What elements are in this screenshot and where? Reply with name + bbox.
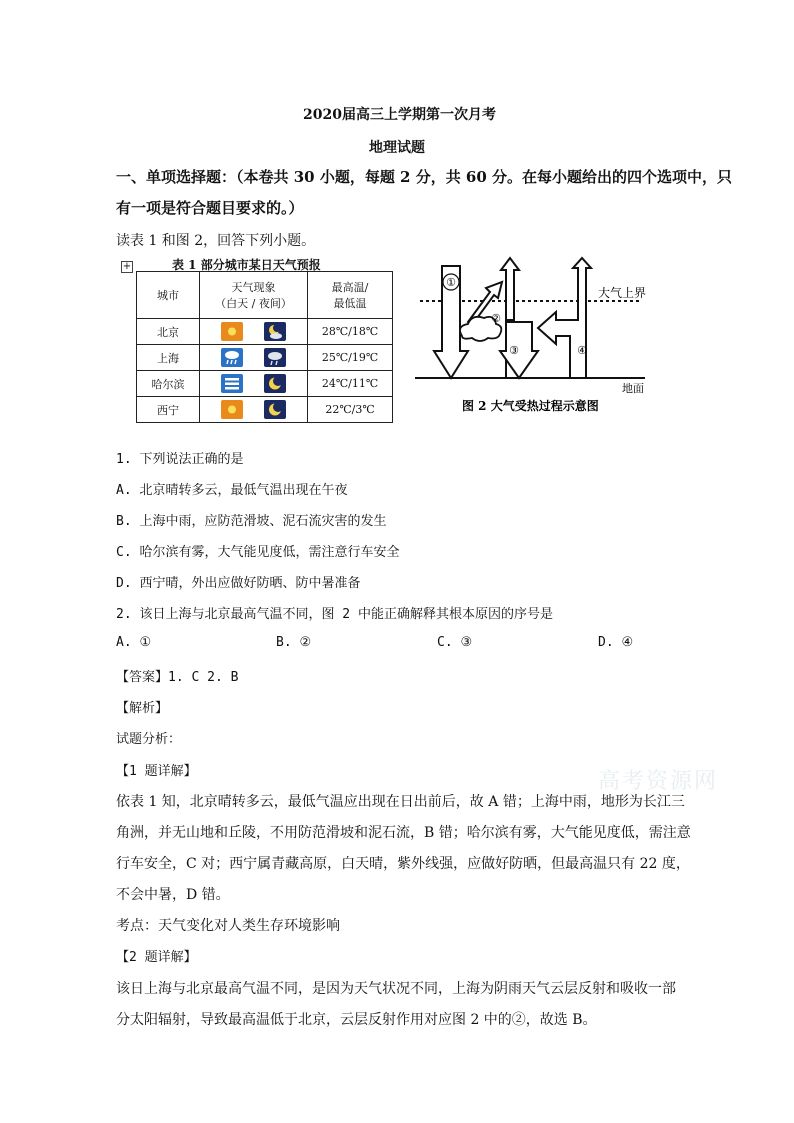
weather-cell <box>200 397 308 423</box>
figure-caption: 图 2 大气受热过程示意图 <box>462 399 599 413</box>
city-cell: 西宁 <box>137 397 200 423</box>
exam-title: 2020届高三上学期第一次月考 <box>303 107 496 123</box>
q1-option-b[interactable]: B. 上海中雨，应防范滑坡、泥石流灾害的发生 <box>116 514 387 529</box>
header-city: 城市 <box>137 272 200 319</box>
detail2-line: 该日上海与北京最高气温不同，是因为天气状况不同，上海为阴雨天气云层反射和吸收一部 <box>116 981 676 997</box>
detail1-line: 行车安全，C 对；西宁属青藏高原，白天晴，紫外线强，应做好防晒，但最高温只有 22 度， <box>116 856 690 872</box>
temp-cell: 24℃/11℃ <box>308 371 393 397</box>
detail1-line: 依表 1 知，北京晴转多云，最低气温应出现在日出前后，故 A 错；上海中雨，地形为长江三 <box>116 794 685 810</box>
temp-cell: 25℃/19℃ <box>308 345 393 371</box>
sun-icon <box>221 322 243 341</box>
weather-table <box>136 271 393 423</box>
table-row <box>137 345 393 371</box>
header-weather: 天气现象 （白天 / 夜间） <box>200 272 308 319</box>
detail1-line: 不会中暑，D 错。 <box>116 887 230 903</box>
detail2-line: 分太阳辐射，导致最高温低于北京，云层反射作用对应图 2 中的②，故选 B。 <box>116 1012 597 1028</box>
detail1-line: 角洲，并无山地和丘陵，不用防范滑坡和泥石流，B 错；哈尔滨有雾，大气能见度低，需注意 <box>116 825 691 841</box>
table-caption: 表 1 部分城市某日天气预报 <box>172 258 321 272</box>
analysis-heading: 【解析】 <box>116 701 169 716</box>
subject-title: 地理试题 <box>369 140 425 156</box>
q1-option-d[interactable]: D. 西宁晴，外出应做好防晒、防中暑准备 <box>116 576 361 591</box>
cloudy-moon-icon <box>264 322 286 341</box>
table-row <box>137 397 393 423</box>
section-heading-line1: 一、单项选择题：（本卷共 30 小题，每题 2 分，共 60 分。在每小题给出的四个选项中，只 <box>116 168 733 186</box>
temp-cell: 22℃/3℃ <box>308 397 393 423</box>
q2-option-b[interactable]: B. ② <box>276 635 312 650</box>
detail1-heading: 【1 题详解】 <box>116 764 197 779</box>
kaodian-line: 考点：天气变化对人类生存环境影响 <box>116 918 340 934</box>
marker-4: ④ <box>577 344 587 357</box>
weather-cell <box>200 319 308 345</box>
table-row <box>137 319 393 345</box>
atmosphere-top-label: 大气上界 <box>598 286 647 300</box>
q1-option-c[interactable]: C. 哈尔滨有雾，大气能见度低，需注意行车安全 <box>116 545 400 560</box>
arrow-4 <box>538 258 591 378</box>
q2-option-c[interactable]: C. ③ <box>437 635 473 650</box>
q1-option-a[interactable]: A. 北京晴转多云，最低气温出现在午夜 <box>116 483 348 498</box>
marker-1: ① <box>446 276 456 289</box>
city-cell: 上海 <box>137 345 200 371</box>
header-temp: 最高温/ 最低温 <box>308 272 393 319</box>
table-row <box>137 371 393 397</box>
fog-icon <box>221 374 243 393</box>
weather-cell <box>200 371 308 397</box>
intro-text: 读表 1 和图 2，回答下列小题。 <box>116 233 316 249</box>
weather-cell <box>200 345 308 371</box>
moon-icon <box>264 400 286 419</box>
q2-option-d[interactable]: D. ④ <box>598 635 634 650</box>
ground-label: 地面 <box>622 382 644 395</box>
atmosphere-heating-diagram <box>410 256 670 436</box>
marker-3: ③ <box>509 344 519 357</box>
cloudy-rain-night-icon <box>264 348 286 367</box>
q2-stem: 2. 该日上海与北京最高气温不同，图 2 中能正确解释其根本原因的序号是 <box>116 607 553 622</box>
moon-icon <box>264 374 286 393</box>
answer-line: 【答案】1. C 2. B <box>116 670 239 685</box>
sun-icon <box>221 400 243 419</box>
city-cell: 北京 <box>137 319 200 345</box>
rain-icon <box>221 348 243 367</box>
city-cell: 哈尔滨 <box>137 371 200 397</box>
analysis-intro: 试题分析： <box>116 732 182 747</box>
watermark: 高考资源网 <box>598 769 719 794</box>
section-heading-line2: 有一项是符合题目要求的。） <box>116 199 304 217</box>
temp-cell: 28℃/18℃ <box>308 319 393 345</box>
q2-option-a[interactable]: A. ① <box>116 635 152 650</box>
table-anchor-icon: + <box>122 261 132 272</box>
detail2-heading: 【2 题详解】 <box>116 950 197 965</box>
marker-2: ② <box>491 312 501 325</box>
q1-stem: 1. 下列说法正确的是 <box>116 452 244 467</box>
